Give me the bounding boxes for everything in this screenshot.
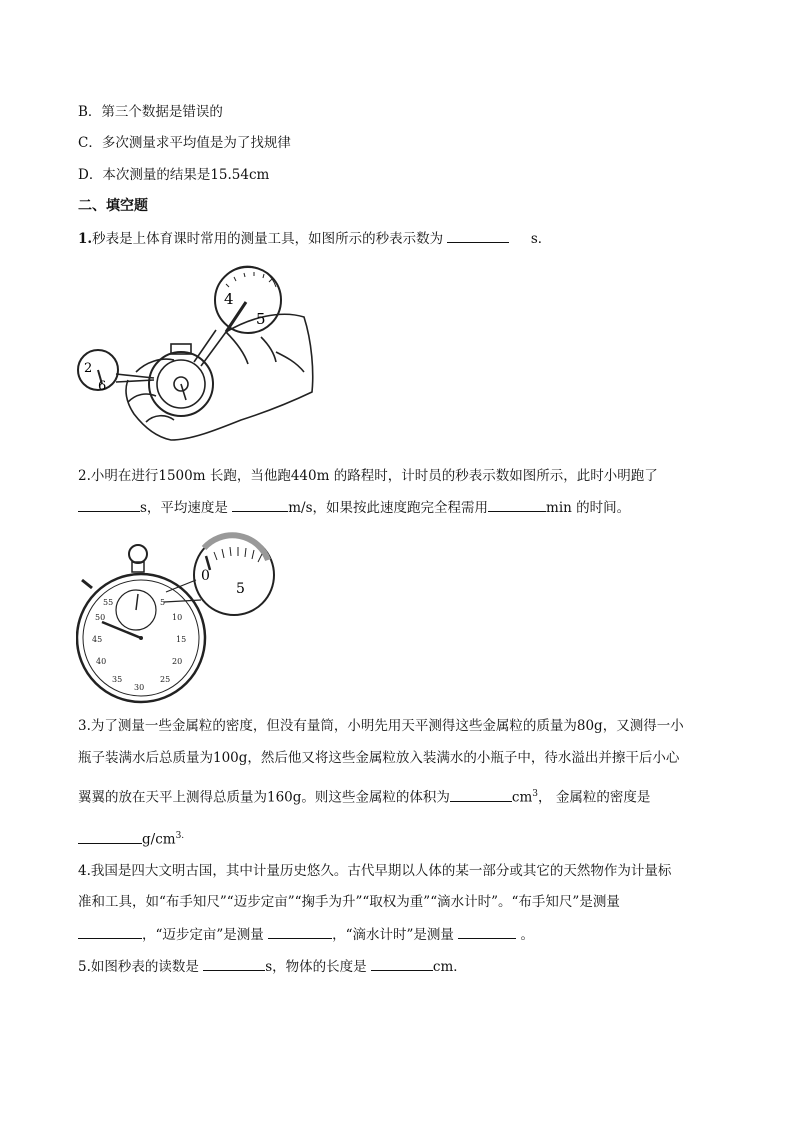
q1-fig-label-6: 6 <box>98 379 107 394</box>
q2-dial-50: 50 <box>95 613 106 622</box>
q3-line-1: 3.为了测量一些金属粒的密度，但没有量筒，小明先用天平测得这些金属粒的质量为80g，又测得一小 <box>78 718 684 734</box>
q1-unit: s． <box>530 231 552 247</box>
q5-blank-length[interactable] <box>371 956 433 971</box>
q1-fig-label-4: 4 <box>224 290 234 308</box>
q2-dial-25: 25 <box>160 675 171 684</box>
q5-text: 5.如图秒表的读数是 <box>78 959 199 975</box>
q2-dial-40: 40 <box>96 657 107 666</box>
q5-part-2: cm． <box>432 959 467 975</box>
section-title: 二、填空题 <box>78 198 148 214</box>
q5-blank-seconds[interactable] <box>203 956 265 971</box>
q4-blank-1[interactable] <box>78 924 142 939</box>
q4-blank-3[interactable] <box>458 924 516 939</box>
q3-sup-2: 3. <box>175 831 185 841</box>
question-1 <box>78 228 551 249</box>
q2-dial-20: 20 <box>172 657 183 666</box>
q4-line-1: 4.我国是四大文明古国，其中计量历史悠久。古代早期以人体的某一部分或其它的天然物作为计量标 <box>78 863 672 879</box>
q2-blank-time[interactable] <box>78 497 140 512</box>
q2-dial-45: 45 <box>92 635 103 644</box>
option-c: C．多次测量求平均值是为了找规律 <box>78 135 291 151</box>
q4-line-3 <box>78 924 534 945</box>
q3-unit-1: cm <box>511 789 533 806</box>
q3-blank-density[interactable] <box>78 829 142 844</box>
q3-line-2: 瓶子装满水后总质量为100g，然后他又将这些金属粒放入装满水的小瓶子中，待水溢出并擦干后小心 <box>78 750 680 766</box>
q1-answer-blank[interactable] <box>447 228 509 243</box>
option-d: D．本次测量的结果是15.54cm <box>78 167 270 183</box>
q1-stopwatch-figure <box>76 262 316 448</box>
q4-part-1: ，“迈步定亩”是测量 <box>142 927 264 943</box>
q5-part-1: s，物体的长度是 <box>265 959 367 975</box>
option-b: B．第三个数据是错误的 <box>78 104 223 120</box>
q4-part-3: 。 <box>520 927 535 943</box>
q2-dial-5: 5 <box>160 598 166 607</box>
q4-part-2: ，“滴水计时”是测量 <box>332 927 454 943</box>
q2-blank-min[interactable] <box>488 497 546 512</box>
q4-line-2: 准和工具，如“布手知尺”“迈步定亩”“掬手为升”“取权为重”“滴水计时”。“布手知尺”是测量 <box>78 894 620 910</box>
q3-line-3 <box>78 784 650 808</box>
q2-inset-label-5: 5 <box>236 581 245 597</box>
q2-line-2 <box>78 497 630 518</box>
q4-blank-2[interactable] <box>268 924 332 939</box>
q2-part-3: min 的时间。 <box>546 500 631 516</box>
q2-stopwatch-figure <box>76 530 276 708</box>
q2-dial-35: 35 <box>112 675 123 684</box>
q3-line-3-tail: ， 金属粒的密度是 <box>538 789 651 806</box>
q2-part-1: s，平均速度是 <box>140 500 228 516</box>
q3-blank-volume[interactable] <box>450 787 512 802</box>
q2-dial-55: 55 <box>103 598 114 607</box>
q3-line-3-text: 翼翼的放在天平上测得总质量为160g。则这些金属粒的体积为 <box>78 789 450 806</box>
q2-inset-label-0: 0 <box>201 568 210 584</box>
q3-line-4 <box>78 826 184 850</box>
q2-part-2: m/s，如果按此速度跑完全程需用 <box>288 500 489 516</box>
q3-unit-2: g/cm <box>142 831 176 848</box>
q3-sup-1: 3 <box>532 789 539 799</box>
q2-dial-10: 10 <box>172 613 183 622</box>
q2-line-1: 2.小明在进行1500m 长跑，当他跑440m 的路程时，计时员的秒表示数如图所示，此时小明跑了 <box>78 468 658 484</box>
q1-text: 秒表是上体育课时常用的测量工具，如图所示的秒表示数为 <box>92 231 444 247</box>
q2-dial-30: 30 <box>134 683 145 692</box>
q1-fig-label-2: 2 <box>84 361 93 376</box>
q1-number: 1. <box>78 231 93 247</box>
q5-line <box>78 956 467 977</box>
q1-fig-label-5: 5 <box>256 310 266 328</box>
q2-dial-15: 15 <box>176 635 187 644</box>
q2-blank-speed[interactable] <box>232 497 288 512</box>
